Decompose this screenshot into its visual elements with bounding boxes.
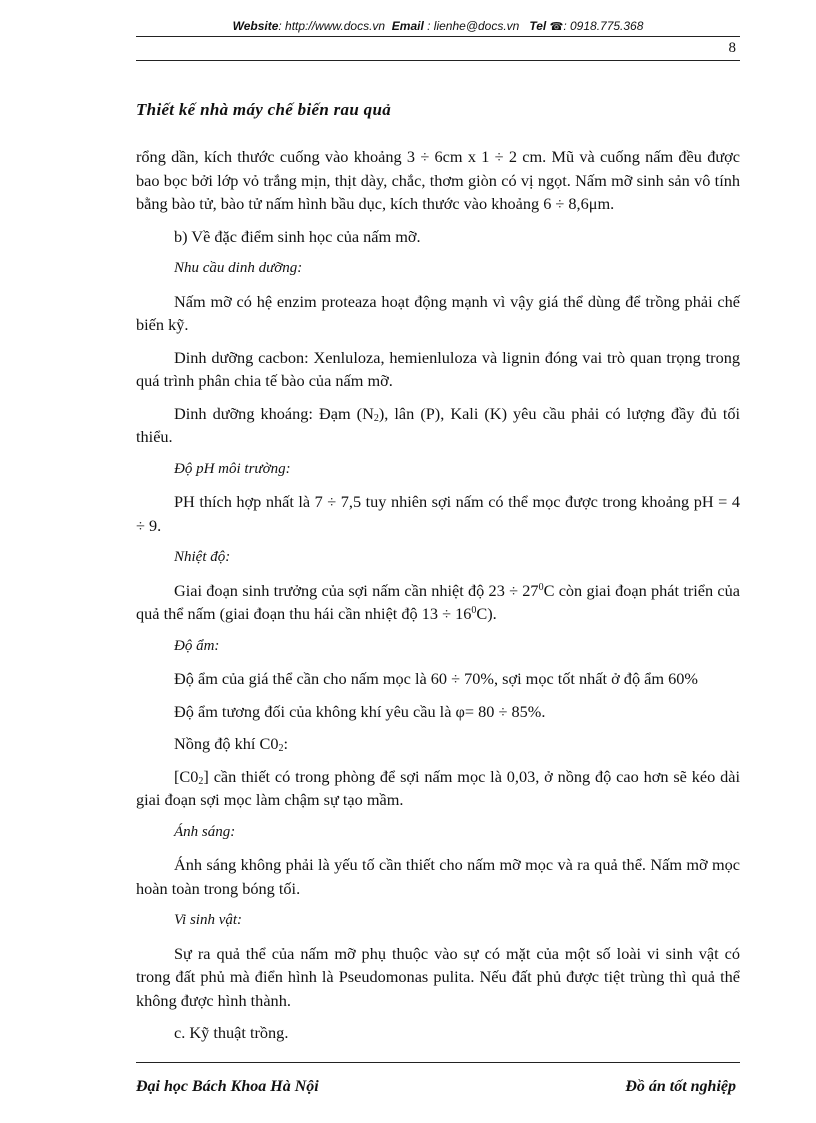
text-run: ] cần thiết có trong phòng để sợi nấm mọc là 0,03, ở nồng độ cao hơn sẽ kéo dài giai đoạn sợi mọc làm chậm sự tạo mầm. xyxy=(136,766,740,809)
text-run: C còn giai đoạn phát triển của quả thể nấm (giai đoạn thu hái cần nhiệt độ 13 ÷ 16 xyxy=(136,580,740,623)
text-run: C). xyxy=(476,604,497,623)
page-number: 8 xyxy=(728,40,736,56)
superscript: 0 xyxy=(471,605,477,616)
footer-thesis-label: Đồ án tốt nghiệp xyxy=(625,1078,736,1095)
paragraph: Ánh sáng không phải là yếu tố cần thiết cho nấm mỡ mọc và ra quả thể. Nấm mỡ mọc hoàn toàn trong bóng tối. xyxy=(136,855,740,898)
website-value[interactable]: : http://www.docs.vn xyxy=(278,19,386,33)
header-rule-top xyxy=(136,36,740,37)
paragraph xyxy=(136,765,740,812)
subscript: 2 xyxy=(373,412,379,424)
tel-value: : 0918.775.368 xyxy=(563,19,644,33)
text-run: Nồng độ khí C0 xyxy=(174,734,279,753)
paragraph xyxy=(136,402,740,449)
paragraph xyxy=(136,579,740,626)
text-run: Giai đoạn sinh trưởng của sợi nấm cần nhiệt độ 23 ÷ 27 xyxy=(174,580,539,600)
site-header xyxy=(136,19,740,33)
paragraph: rổng dần, kích thước cuống vào khoảng 3 ÷ 6cm x 1 ÷ 2 cm. Mũ và cuống nấm đều được bao bọc bởi lớp vỏ trắng mịn, thịt dày, chắc, thơm giòn có vị ngọt. Nấm mỡ sinh sản vô tính bằng bào tử, bào tử nấm hình bầu dục, kích thước vào khoảng 6 ÷ 8,6μm. xyxy=(136,147,740,213)
tel-label: Tel xyxy=(529,19,547,33)
subheading: Vi sinh vật: xyxy=(174,912,243,928)
subheading: Ánh sáng: xyxy=(174,823,236,840)
section-heading: b) Về đặc điểm sinh học của nấm mỡ. xyxy=(174,226,421,246)
website-label: Website xyxy=(232,19,279,33)
phone-icon: ☎ xyxy=(549,21,564,33)
text-run: [C0 xyxy=(174,766,199,786)
subheading: Độ pH môi trường: xyxy=(174,460,291,477)
paragraph: Độ ẩm tương đối của không khí yêu cầu là φ= 80 ÷ 85%. xyxy=(174,701,546,721)
document-body xyxy=(136,145,740,1054)
subheading: Nhiệt độ: xyxy=(174,549,231,565)
paragraph: Dinh dưỡng cacbon: Xenluloza, hemienluloza và lignin đóng vai trò quan trọng trong quá trình phân chia tế bào của nấm mỡ. xyxy=(136,347,740,390)
document-title: Thiết kế nhà máy chế biến rau quả xyxy=(136,100,391,119)
email-value[interactable]: : lienhe@docs.vn xyxy=(427,19,520,33)
footer-university: Đại học Bách Khoa Hà Nội xyxy=(136,1078,319,1095)
subheading: Nhu cầu dinh dưỡng: xyxy=(174,260,303,276)
subheading: Độ ẩm: xyxy=(174,637,220,654)
footer-rule xyxy=(136,1062,740,1063)
text-run: Dinh dưỡng khoáng: Đạm (N xyxy=(174,403,374,423)
text-run: ), lân (P), Kali (K) yêu cầu phải có lượng đầy đủ tối thiểu. xyxy=(136,403,741,446)
paragraph xyxy=(136,732,740,756)
superscript: 0 xyxy=(538,581,544,593)
paragraph: Sự ra quả thể của nấm mỡ phụ thuộc vào sự có mặt của một số loài vi sinh vật có trong đất phủ mà điển hình là Pseudomonas pulita. Nếu đất phủ được tiệt trùng thì quả thể không được hình thành. xyxy=(136,943,740,1010)
paragraph: PH thích hợp nhất là 7 ÷ 7,5 tuy nhiên sợi nấm có thể mọc được trong khoảng pH = 4 ÷ 9. xyxy=(136,492,740,535)
subscript: 2 xyxy=(278,743,284,754)
header-rule-bottom xyxy=(136,60,740,61)
email-label: Email xyxy=(391,19,424,33)
text-run: : xyxy=(283,734,289,753)
subscript: 2 xyxy=(198,775,204,787)
paragraph: Nấm mỡ có hệ enzim proteaza hoạt động mạnh vì vậy giá thể dùng để trồng phải chế biến kỹ. xyxy=(136,291,740,334)
paragraph: Độ ẩm của giá thể cần cho nấm mọc là 60 ÷ 70%, sợi mọc tốt nhất ở độ ẩm 60% xyxy=(174,669,698,688)
section-heading: c. Kỹ thuật trồng. xyxy=(174,1023,289,1042)
